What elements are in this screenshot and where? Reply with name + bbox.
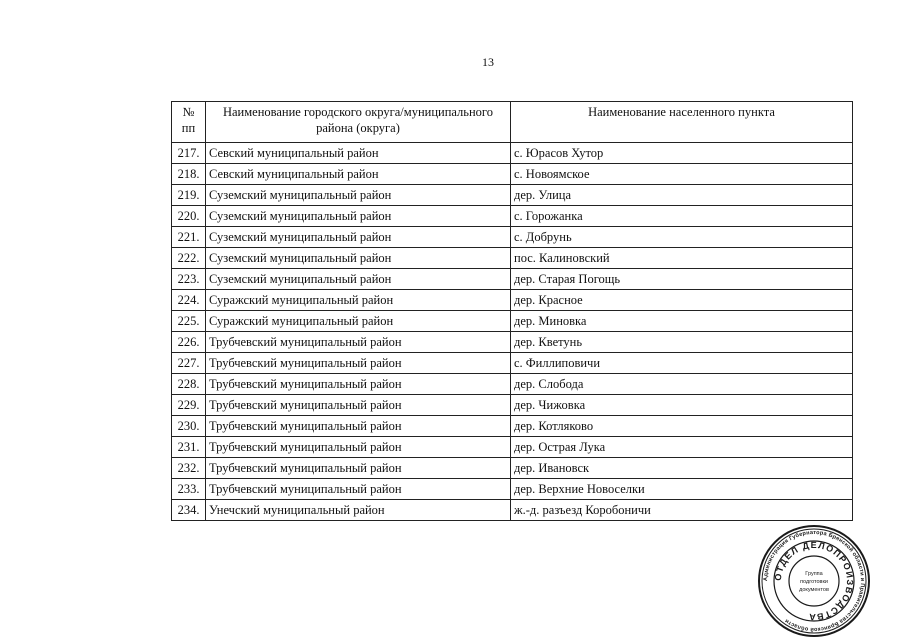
row-number: 232. bbox=[172, 458, 206, 479]
stamp-center-line-3: документов bbox=[799, 587, 829, 593]
stamp-seal bbox=[756, 523, 872, 639]
row-number: 226. bbox=[172, 332, 206, 353]
row-number: 219. bbox=[172, 185, 206, 206]
row-number: 222. bbox=[172, 248, 206, 269]
row-number: 218. bbox=[172, 164, 206, 185]
table-row bbox=[172, 353, 853, 374]
table-row bbox=[172, 374, 853, 395]
table-row bbox=[172, 332, 853, 353]
row-district: Суземский муниципальный район bbox=[206, 269, 511, 290]
header-number: № пп bbox=[172, 102, 206, 143]
settlements-table bbox=[171, 101, 853, 521]
row-number: 227. bbox=[172, 353, 206, 374]
row-settlement: с. Добрунь bbox=[511, 227, 853, 248]
row-settlement: дер. Острая Лука bbox=[511, 437, 853, 458]
table-row bbox=[172, 500, 853, 521]
table-row bbox=[172, 416, 853, 437]
table-row bbox=[172, 248, 853, 269]
header-settlement: Наименование населенного пункта bbox=[511, 102, 853, 143]
row-settlement: дер. Красное bbox=[511, 290, 853, 311]
table-row bbox=[172, 395, 853, 416]
row-district: Трубчевский муниципальный район bbox=[206, 458, 511, 479]
stamp-outer-text: Администрация Губернатора Брянской области и Правительства Брянской области bbox=[762, 529, 866, 633]
row-settlement: дер. Чижовка bbox=[511, 395, 853, 416]
row-district: Суземский муниципальный район bbox=[206, 227, 511, 248]
row-number: 228. bbox=[172, 374, 206, 395]
row-district: Суземский муниципальный район bbox=[206, 248, 511, 269]
table-row bbox=[172, 206, 853, 227]
row-district: Трубчевский муниципальный район bbox=[206, 437, 511, 458]
table-row bbox=[172, 227, 853, 248]
row-district: Трубчевский муниципальный район bbox=[206, 416, 511, 437]
row-district: Суражский муниципальный район bbox=[206, 290, 511, 311]
page-number: 13 bbox=[482, 55, 494, 69]
row-number: 233. bbox=[172, 479, 206, 500]
row-number: 217. bbox=[172, 143, 206, 164]
table-row bbox=[172, 164, 853, 185]
row-district: Трубчевский муниципальный район bbox=[206, 395, 511, 416]
row-district: Суземский муниципальный район bbox=[206, 206, 511, 227]
row-settlement: ж.-д. разъезд Коробоничи bbox=[511, 500, 853, 521]
row-settlement: дер. Улица bbox=[511, 185, 853, 206]
row-district: Трубчевский муниципальный район bbox=[206, 479, 511, 500]
row-number: 229. bbox=[172, 395, 206, 416]
row-number: 225. bbox=[172, 311, 206, 332]
row-settlement: с. Горожанка bbox=[511, 206, 853, 227]
row-number: 223. bbox=[172, 269, 206, 290]
row-settlement: дер. Котляково bbox=[511, 416, 853, 437]
stamp-center-line-1: Группа bbox=[805, 571, 823, 577]
row-settlement: дер. Слобода bbox=[511, 374, 853, 395]
row-settlement: с. Новоямское bbox=[511, 164, 853, 185]
table-row bbox=[172, 143, 853, 164]
table-row bbox=[172, 437, 853, 458]
row-settlement: с. Юрасов Хутор bbox=[511, 143, 853, 164]
row-number: 231. bbox=[172, 437, 206, 458]
row-settlement: дер. Старая Погощь bbox=[511, 269, 853, 290]
row-district: Суземский муниципальный район bbox=[206, 185, 511, 206]
row-district: Суражский муниципальный район bbox=[206, 311, 511, 332]
table-row bbox=[172, 311, 853, 332]
row-settlement: пос. Калиновский bbox=[511, 248, 853, 269]
row-district: Унечский муниципальный район bbox=[206, 500, 511, 521]
row-number: 221. bbox=[172, 227, 206, 248]
row-number: 230. bbox=[172, 416, 206, 437]
table-row bbox=[172, 479, 853, 500]
row-settlement: дер. Верхние Новоселки bbox=[511, 479, 853, 500]
row-district: Севский муниципальный район bbox=[206, 143, 511, 164]
stamp-center-line-2: подготовки bbox=[800, 579, 828, 585]
row-settlement: дер. Кветунь bbox=[511, 332, 853, 353]
row-district: Трубчевский муниципальный район bbox=[206, 353, 511, 374]
row-district: Трубчевский муниципальный район bbox=[206, 374, 511, 395]
row-number: 224. bbox=[172, 290, 206, 311]
official-stamp bbox=[756, 523, 872, 639]
row-settlement: дер. Миновка bbox=[511, 311, 853, 332]
row-number: 220. bbox=[172, 206, 206, 227]
row-settlement: дер. Ивановск bbox=[511, 458, 853, 479]
table-row bbox=[172, 290, 853, 311]
row-number: 234. bbox=[172, 500, 206, 521]
row-district: Трубчевский муниципальный район bbox=[206, 332, 511, 353]
row-settlement: с. Филлиповичи bbox=[511, 353, 853, 374]
row-district: Севский муниципальный район bbox=[206, 164, 511, 185]
header-district: Наименование городского округа/муниципального района (округа) bbox=[206, 102, 511, 143]
table-row bbox=[172, 458, 853, 479]
stamp-inner-text: ОТДЕЛ ДЕЛОПРОИЗВОДСТВА bbox=[772, 539, 856, 623]
table-row bbox=[172, 185, 853, 206]
table-row bbox=[172, 269, 853, 290]
table-header-row bbox=[172, 102, 853, 143]
